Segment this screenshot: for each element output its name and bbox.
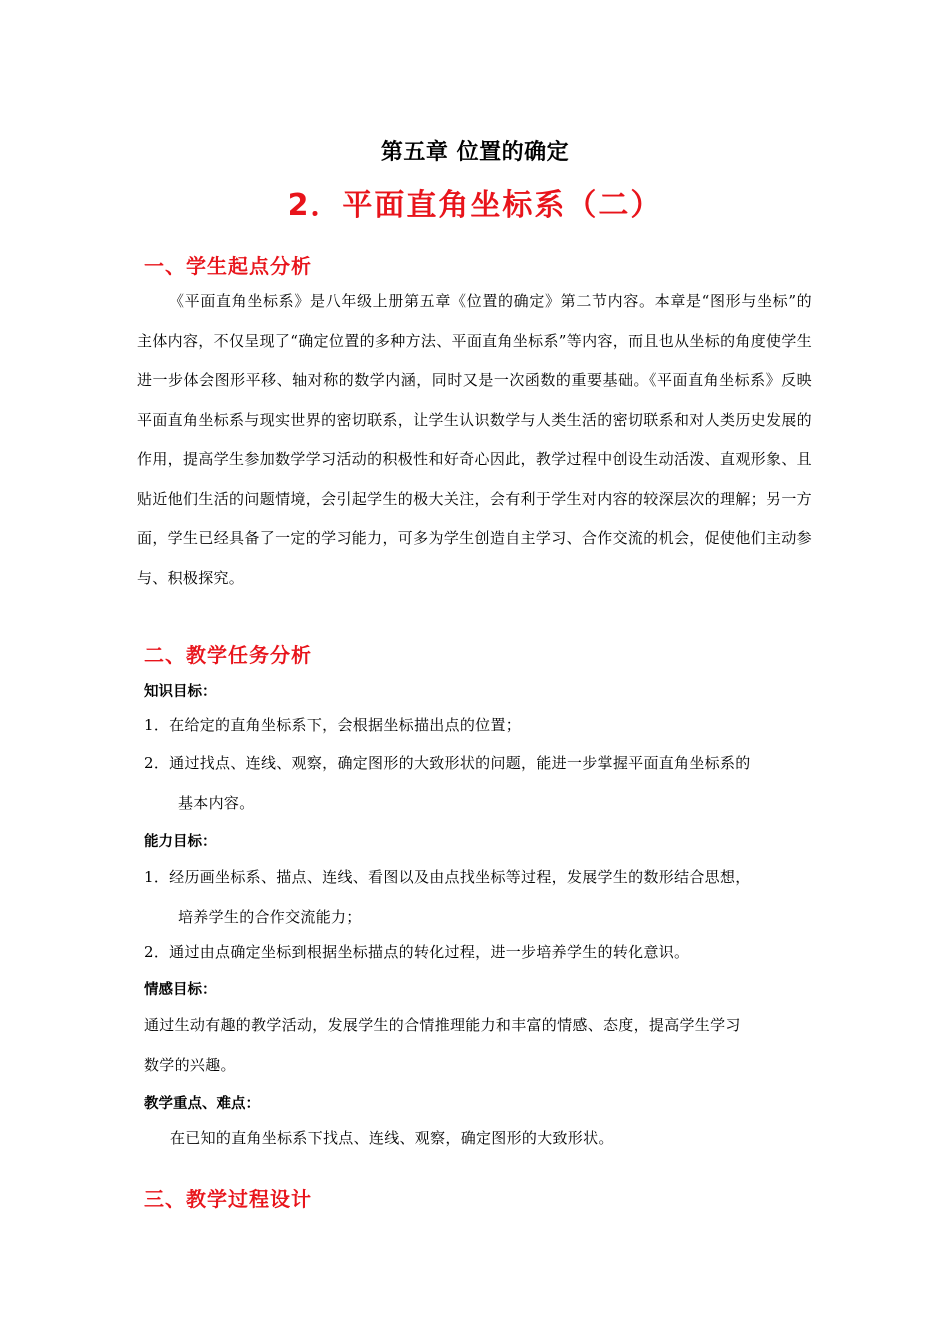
emotion-goals-line1: 通过生动有趣的教学活动，发展学生的合情推理能力和丰富的情感、态度，提高学生学习 <box>144 1016 741 1034</box>
lesson-title: 2．平面直角坐标系（二） <box>287 188 663 223</box>
section-heading-task-analysis: 二、教学任务分析 <box>144 643 312 667</box>
ability-goal-1 <box>144 857 814 937</box>
knowledge-goals-label: 知识目标： <box>144 684 217 700</box>
knowledge-goal-1: 1．在给定的直角坐标系下，会根据坐标描出点的位置； <box>144 716 522 734</box>
emotion-goals-label: 情感目标： <box>144 982 217 998</box>
student-analysis-paragraph: 《平面直角坐标系》是八年级上册第五章《位置的确定》第二节内容。本章是“图形与坐标”的主体内容，不仅呈现了“确定位置的多种方法、平面直角坐标系”等内容，而且也从坐标的角度使学生进一步体会图形平移、轴对称的数学内涵，同时又是一次函数的重要基础。《平面直角坐标系》反映平面直角坐标系与现实世界的密切联系，让学生认识数学与人类生活的密切联系和对人类历史发展的作用，提高学生参加数学学习活动的积极性和好奇心因此，教学过程中创设生动活泼、直观形象、且贴近他们生活的问题情境，会引起学生的极大关注，会有利于学生对内容的较深层次的理解；另一方面，学生已经具备了一定的学习能力，可多为学生创造自主学习、合作交流的机会，促使他们主动参与、积极探究。 <box>137 292 812 587</box>
knowledge-goal-2-line1: 2．通过找点、连线、观察，确定图形的大致形状的问题，能进一步掌握平面直角坐标系的 <box>144 754 751 772</box>
knowledge-goal-2-line2: 基本内容。 <box>178 794 255 812</box>
key-points-label: 教学重点、难点： <box>144 1096 260 1112</box>
ability-goal-1-line1: 1．经历画坐标系、描点、连线、看图以及由点找坐标等过程，发展学生的数形结合思想， <box>144 868 751 886</box>
section-heading-teaching-process: 三、教学过程设计 <box>144 1187 312 1211</box>
ability-goals-label: 能力目标： <box>144 834 217 850</box>
emotion-goals-text <box>144 1005 814 1085</box>
ability-goal-2: 2．通过由点确定坐标到根据坐标描点的转化过程，进一步培养学生的转化意识。 <box>144 943 690 961</box>
section-heading-student-analysis: 一、学生起点分析 <box>144 254 312 278</box>
chapter-title: 第五章 位置的确定 <box>380 140 570 165</box>
knowledge-goal-2 <box>144 743 814 823</box>
key-points-text: 在已知的直角坐标系下找点、连线、观察，确定图形的大致形状。 <box>170 1129 614 1147</box>
ability-goal-1-line2: 培养学生的合作交流能力； <box>178 908 362 926</box>
emotion-goals-line2: 数学的兴趣。 <box>144 1056 236 1074</box>
